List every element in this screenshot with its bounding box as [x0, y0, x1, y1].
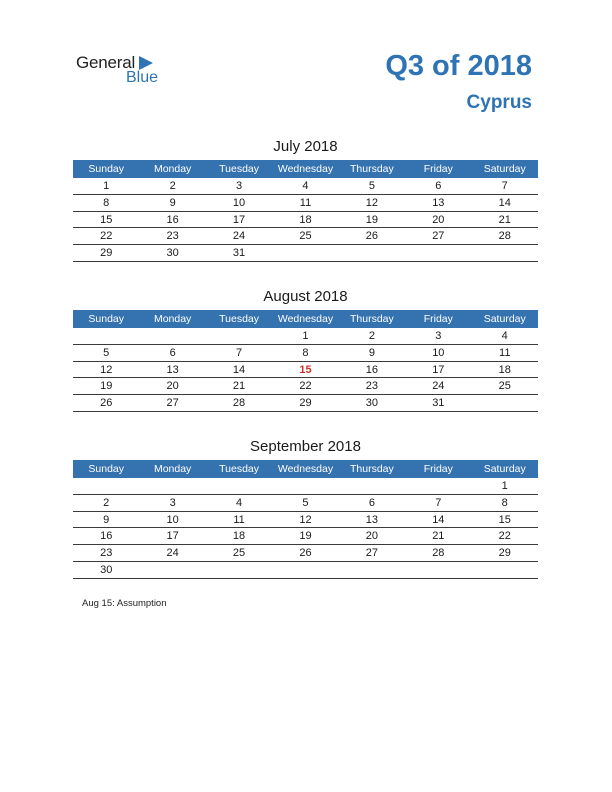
day-cell: 19 — [365, 213, 379, 226]
weekday-label: Wednesday — [277, 163, 334, 175]
month-july — [73, 136, 538, 262]
day-cell: 24 — [432, 380, 445, 393]
day-cell: 22 — [100, 230, 113, 243]
day-cell: 5 — [103, 346, 110, 359]
weekday-label: Monday — [153, 463, 192, 475]
week-row — [73, 512, 538, 529]
day-cell — [272, 562, 338, 578]
day-cell: 16 — [100, 530, 113, 543]
weekday-header — [73, 460, 538, 478]
week-row — [73, 178, 538, 195]
weekday-label: Sunday — [88, 463, 125, 475]
day-cell: 6 — [435, 180, 442, 192]
day-cell — [139, 478, 205, 494]
day-cell: 31 — [232, 247, 246, 260]
day-cell: 3 — [235, 180, 243, 192]
month-title: August 2018 — [263, 288, 348, 305]
week-rows — [73, 478, 538, 579]
generalblue-logo — [76, 53, 176, 89]
day-cell: 30 — [166, 247, 179, 260]
weekday-label: Tuesday — [219, 463, 259, 475]
day-cell: 8 — [501, 496, 508, 509]
weekday-label: Friday — [423, 463, 453, 475]
day-cell: 22 — [299, 380, 312, 393]
day-cell — [139, 328, 205, 344]
day-cell: 16 — [365, 363, 379, 376]
day-cell — [339, 562, 405, 578]
day-cell: 20 — [166, 380, 179, 393]
day-cell: 12 — [100, 363, 113, 376]
day-cell: 20 — [432, 213, 445, 226]
month-august — [73, 286, 538, 412]
week-row — [73, 212, 538, 229]
weekday-label: Monday — [153, 163, 192, 175]
day-cell: 13 — [166, 363, 179, 376]
day-cell: 23 — [100, 547, 113, 560]
weekday-label: Thursday — [350, 463, 394, 475]
day-cell: 4 — [235, 496, 243, 509]
day-cell — [472, 562, 538, 578]
weekday-label: Tuesday — [219, 163, 259, 175]
holiday-day-cell: 15 — [299, 363, 312, 376]
day-cell — [472, 395, 538, 411]
day-cell: 24 — [166, 547, 179, 560]
day-cell: 10 — [166, 513, 179, 526]
day-cell: 28 — [498, 230, 511, 243]
week-row — [73, 228, 538, 245]
weekday-label: Saturday — [483, 313, 526, 325]
day-cell: 29 — [498, 547, 511, 560]
week-row — [73, 362, 538, 379]
week-rows — [73, 328, 538, 412]
day-cell: 12 — [299, 513, 312, 526]
day-cell: 17 — [432, 363, 445, 376]
day-cell: 18 — [299, 213, 312, 226]
day-cell: 13 — [365, 513, 379, 526]
day-cell: 9 — [169, 196, 176, 209]
logo-triangle-icon — [139, 56, 153, 70]
day-cell: 25 — [498, 380, 511, 393]
day-cell: 24 — [232, 230, 246, 243]
day-cell: 15 — [498, 513, 511, 526]
day-cell: 28 — [432, 547, 445, 560]
quarter-title: Q3 of 2018 — [385, 50, 532, 82]
day-cell: 31 — [432, 397, 445, 410]
weekday-label: Monday — [153, 313, 192, 325]
week-row — [73, 562, 538, 579]
month-title: September 2018 — [250, 438, 361, 455]
day-cell: 30 — [100, 563, 113, 576]
week-row — [73, 545, 538, 562]
weekday-label: Saturday — [483, 463, 526, 475]
day-cell: 5 — [368, 180, 375, 192]
week-row — [73, 528, 538, 545]
day-cell: 1 — [501, 480, 508, 492]
day-cell: 18 — [498, 363, 511, 376]
day-cell — [206, 328, 272, 344]
week-row — [73, 195, 538, 212]
day-cell: 27 — [432, 230, 445, 243]
day-cell: 3 — [435, 330, 442, 342]
day-cell — [206, 562, 272, 578]
day-cell: 25 — [299, 230, 312, 243]
week-row — [73, 245, 538, 262]
day-cell: 10 — [432, 346, 445, 359]
day-cell: 6 — [169, 346, 176, 359]
day-cell — [405, 478, 471, 494]
week-row — [73, 345, 538, 362]
day-cell: 3 — [169, 496, 176, 509]
weekday-label: Sunday — [88, 163, 125, 175]
month-title: July 2018 — [273, 138, 338, 155]
day-cell: 11 — [299, 196, 312, 209]
month-september — [73, 436, 538, 579]
day-cell — [405, 245, 471, 261]
weekday-label: Friday — [423, 163, 453, 175]
day-cell — [73, 328, 139, 344]
day-cell — [139, 562, 205, 578]
day-cell: 28 — [232, 397, 246, 410]
day-cell: 26 — [100, 397, 113, 410]
day-cell: 1 — [302, 330, 309, 342]
week-row — [73, 395, 538, 412]
day-cell: 17 — [166, 530, 179, 543]
day-cell: 7 — [501, 180, 508, 192]
weekday-label: Saturday — [483, 163, 526, 175]
day-cell: 2 — [103, 496, 110, 509]
day-cell: 19 — [100, 380, 113, 393]
day-cell: 20 — [365, 530, 379, 543]
day-cell: 7 — [435, 496, 442, 509]
day-cell: 25 — [232, 547, 246, 560]
day-cell: 9 — [368, 346, 375, 359]
day-cell: 2 — [368, 330, 375, 342]
day-cell: 11 — [499, 346, 511, 359]
day-cell — [272, 245, 338, 261]
day-cell: 16 — [166, 213, 179, 226]
weekday-label: Sunday — [88, 313, 125, 325]
day-cell: 13 — [432, 196, 445, 209]
day-cell — [339, 478, 405, 494]
day-cell: 14 — [498, 196, 511, 209]
day-cell: 26 — [299, 547, 312, 560]
day-cell: 21 — [432, 530, 445, 543]
day-cell: 19 — [299, 530, 312, 543]
weekday-header — [73, 160, 538, 178]
week-rows — [73, 178, 538, 262]
day-cell: 29 — [100, 247, 113, 260]
week-row — [73, 495, 538, 512]
day-cell: 12 — [365, 196, 379, 209]
logo-blue-text: Blue — [126, 69, 159, 86]
day-cell: 8 — [103, 196, 110, 209]
day-cell: 2 — [169, 180, 176, 192]
day-cell — [405, 562, 471, 578]
day-cell: 21 — [498, 213, 511, 226]
weekday-label: Wednesday — [277, 313, 334, 325]
day-cell: 1 — [103, 180, 110, 192]
week-row — [73, 378, 538, 395]
day-cell — [272, 478, 338, 494]
week-row — [73, 328, 538, 345]
day-cell: 4 — [302, 180, 309, 192]
weekday-label: Thursday — [350, 163, 394, 175]
country-name: Cyprus — [466, 92, 532, 113]
day-cell: 14 — [232, 363, 246, 376]
day-cell: 30 — [365, 397, 379, 410]
day-cell: 29 — [299, 397, 312, 410]
day-cell: 17 — [232, 213, 246, 226]
weekday-label: Wednesday — [277, 463, 334, 475]
day-cell: 15 — [100, 213, 113, 226]
day-cell: 8 — [302, 346, 309, 359]
day-cell: 23 — [166, 230, 179, 243]
weekday-label: Friday — [423, 313, 453, 325]
logo-general-text: General — [76, 53, 136, 72]
day-cell: 26 — [365, 230, 379, 243]
day-cell: 18 — [232, 530, 246, 543]
day-cell: 9 — [103, 513, 110, 526]
day-cell: 27 — [365, 547, 379, 560]
day-cell: 6 — [368, 496, 375, 509]
week-row — [73, 478, 538, 495]
day-cell: 21 — [232, 380, 246, 393]
day-cell — [206, 478, 272, 494]
day-cell: 5 — [302, 496, 309, 509]
day-cell: 22 — [498, 530, 511, 543]
day-cell — [73, 478, 139, 494]
weekday-label: Thursday — [350, 313, 394, 325]
day-cell: 11 — [233, 513, 245, 526]
day-cell: 14 — [432, 513, 445, 526]
day-cell: 4 — [501, 330, 508, 342]
day-cell: 10 — [232, 196, 246, 209]
day-cell: 23 — [365, 380, 379, 393]
day-cell — [339, 245, 405, 261]
day-cell: 7 — [235, 346, 243, 359]
day-cell — [472, 245, 538, 261]
day-cell: 27 — [166, 397, 179, 410]
holiday-note: Aug 15: Assumption — [82, 598, 167, 609]
weekday-label: Tuesday — [219, 313, 259, 325]
weekday-header — [73, 310, 538, 328]
